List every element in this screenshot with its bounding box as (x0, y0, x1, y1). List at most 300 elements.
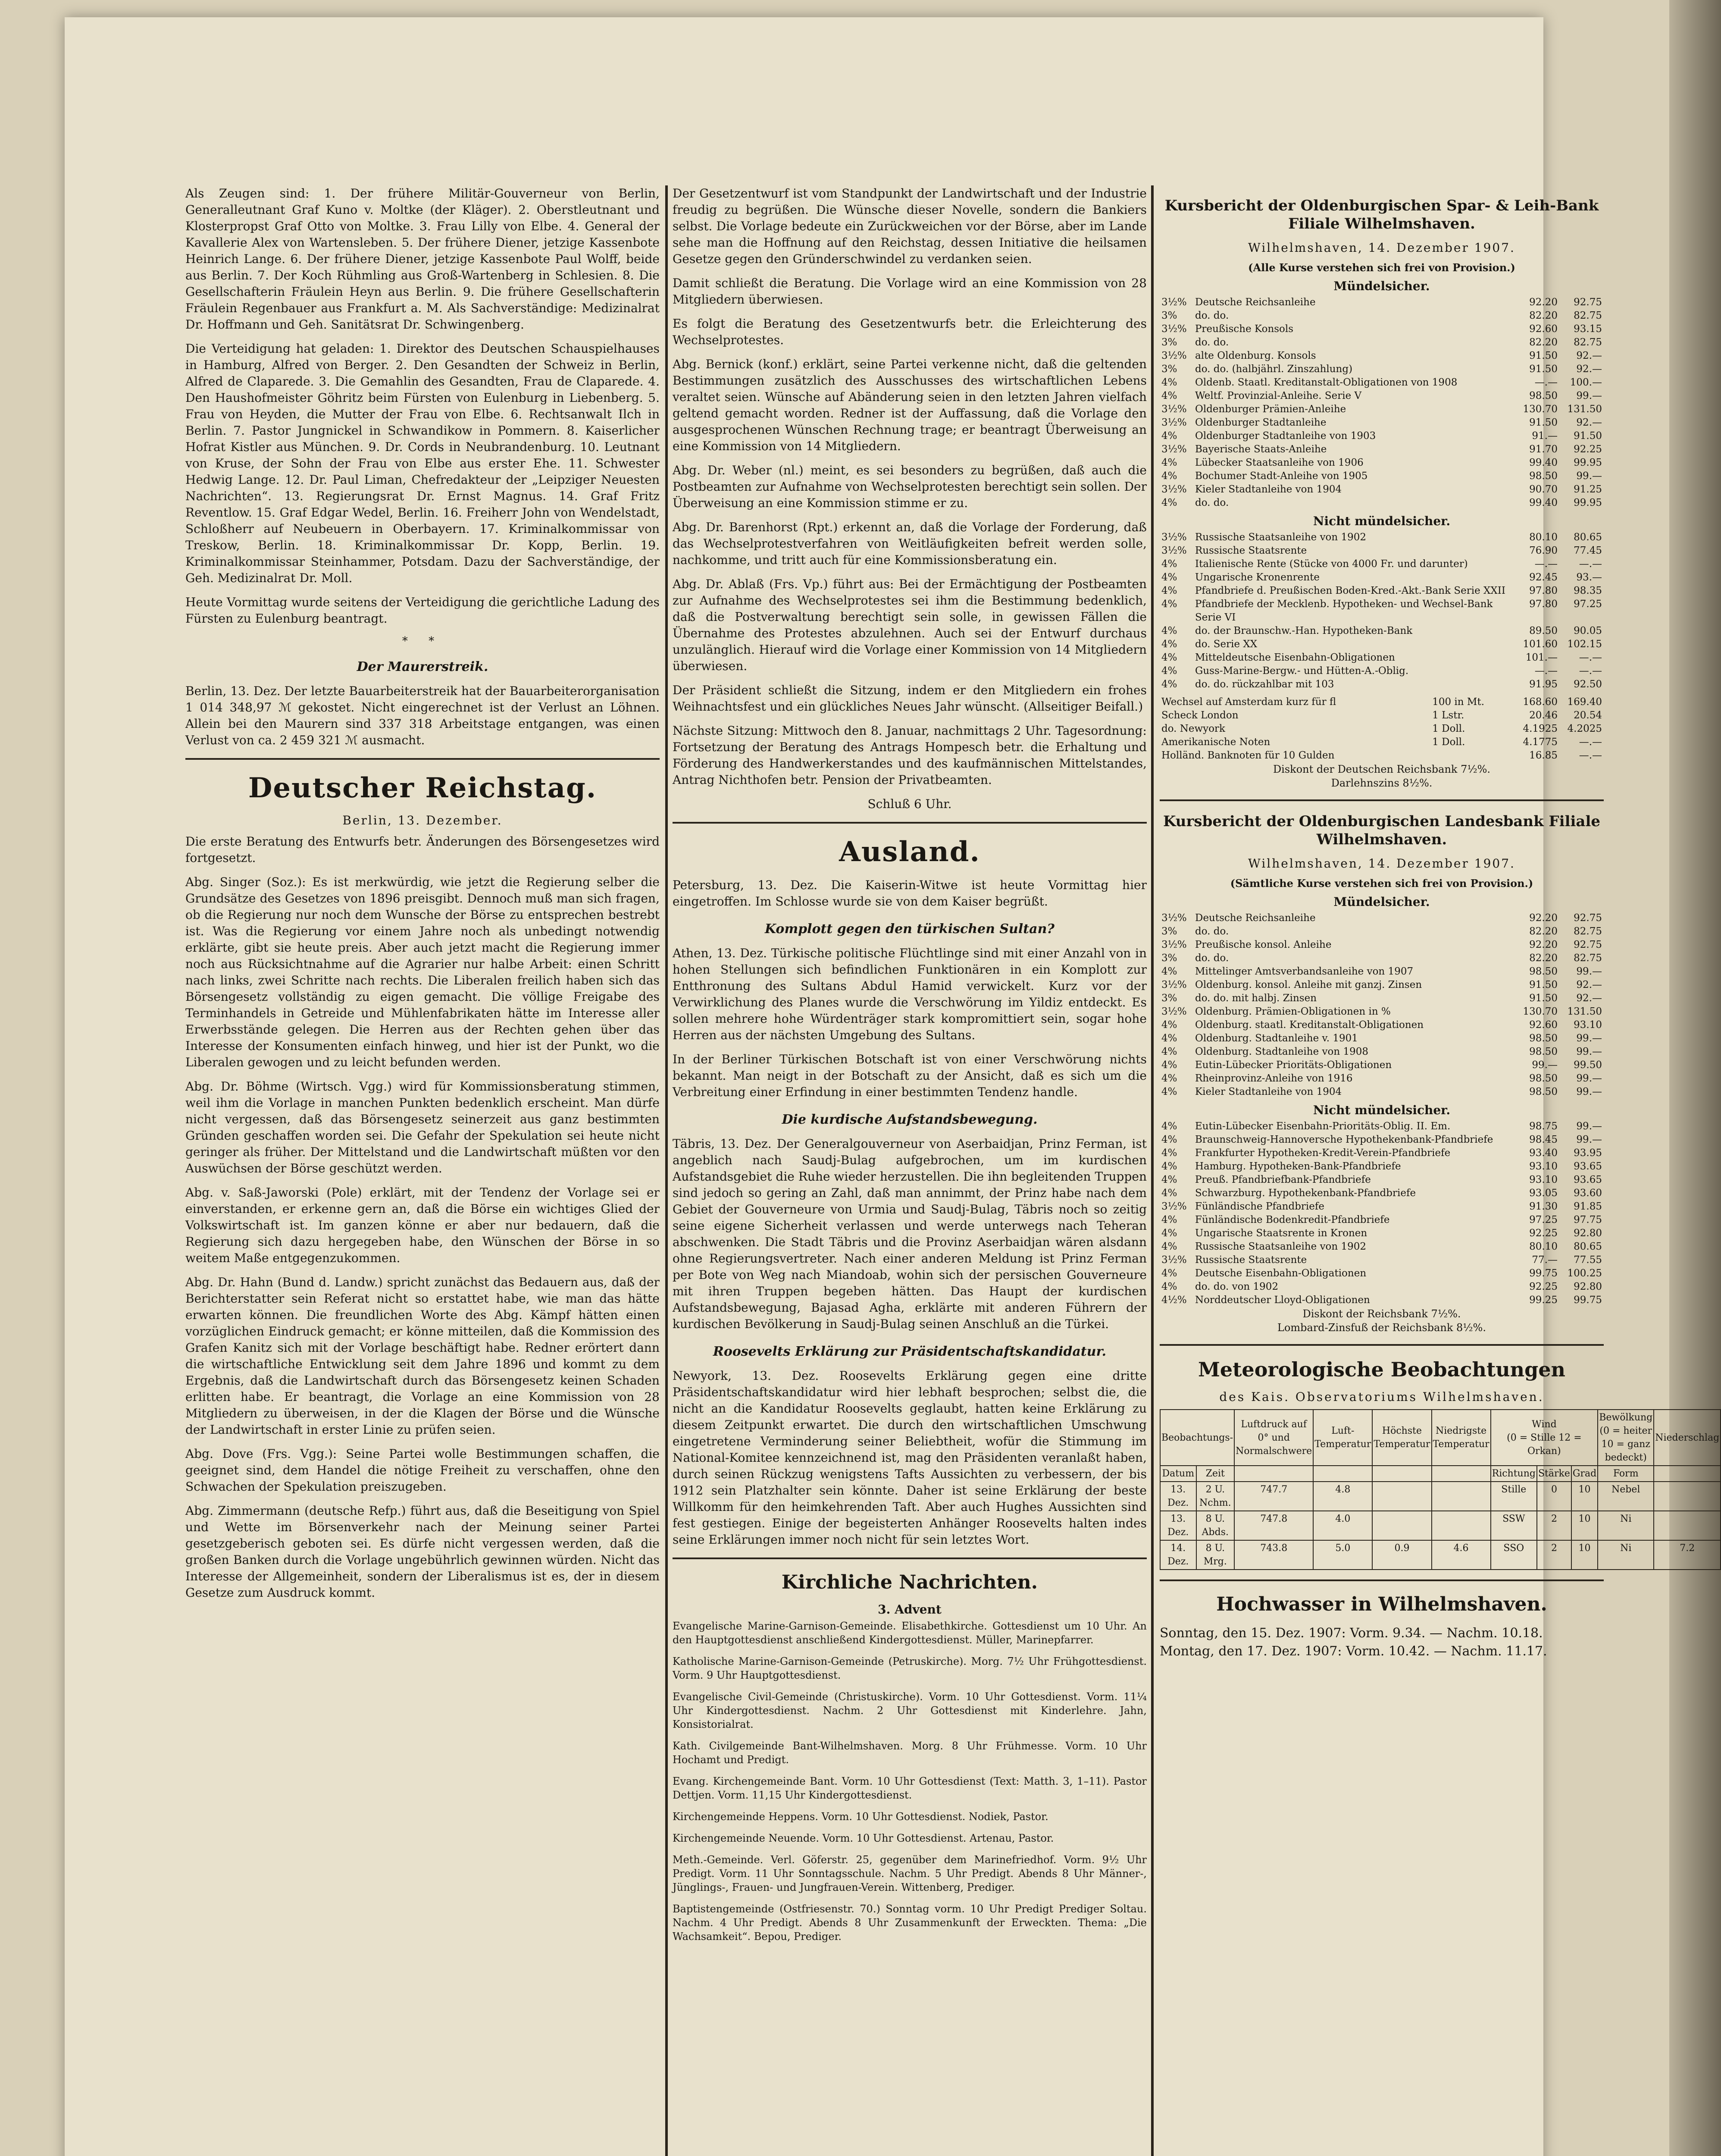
rate-row (1160, 496, 1604, 510)
interest-rate: 4% (1161, 966, 1177, 977)
sell-price: 93.15 (1574, 323, 1602, 335)
met-col-head: Niederschlag (1654, 1410, 1721, 1466)
interest-rate: 4% (1161, 377, 1177, 388)
separator-stars: * * (402, 635, 443, 648)
rate-row (1160, 624, 1604, 638)
sell-price: 99.95 (1574, 497, 1602, 508)
interest-rate: 4% (1161, 1188, 1177, 1199)
fx-row (1160, 709, 1604, 722)
sell-price: 77.45 (1574, 545, 1602, 556)
security-name: Kieler Stadtanleihe von 1904 (1195, 484, 1342, 495)
diskont-line: Diskont der Reichsbank 7½%. (1302, 1308, 1461, 1320)
security-name: do. do. von 1902 (1195, 1281, 1279, 1292)
buy-price: 98.50 (1529, 1033, 1558, 1044)
rate-row (1160, 1294, 1604, 1307)
weather-cell: 0.9 (1372, 1540, 1431, 1570)
weather-cell (1372, 1511, 1431, 1540)
fx-buy: 4.1775 (1523, 736, 1558, 748)
article-paragraph: Der Gesetzentwurf ist vom Standpunkt der Landwirtschaft und der Industrie freudig zu begrüßen. Die Wünsche dieser Novelle, sondern die Bankiers selbst. Die Vorlage bedeute ein Zurückweichen vor der Börse, aber im Lande sehe man die Hoffnung auf den Reichstag, dessen Initiative die heilsamen Gesetze gegen den Gründerschwindel zu verdanken seien. (673, 186, 1147, 266)
interest-rate: 3% (1161, 993, 1177, 1004)
security-name: Russische Staatsanleihe von 1902 (1195, 532, 1367, 543)
rate-row (1160, 544, 1604, 558)
weather-cell: 4.0 (1313, 1511, 1372, 1540)
sell-price: 99.50 (1574, 1059, 1602, 1071)
interest-rate: 4½% (1161, 1294, 1187, 1306)
buy-price: 93.40 (1529, 1147, 1558, 1159)
interest-rate: 3½% (1161, 323, 1187, 335)
buy-price: 93.05 (1529, 1188, 1558, 1199)
sell-price: 92.— (1576, 979, 1602, 990)
security-name: do. do. (1195, 337, 1229, 348)
rate-row (1160, 349, 1604, 363)
buy-price: 92.60 (1529, 323, 1558, 335)
interest-rate: 4% (1161, 1174, 1177, 1185)
fx-buy: 20.46 (1529, 710, 1558, 721)
rate-row (1160, 978, 1604, 992)
buy-price: 91.50 (1529, 364, 1558, 375)
witness-list: Als Zeugen sind: 1. Der frühere Militär-Gouverneur von Berlin, Generalleutnant Graf Kuno v. Moltke (der Kläger). 2. Oberstleutnant und Klosterpropst Graf Otto von Moltke. 3. Frau Lilly von Elbe. 4. General der Kavallerie Alex von Wartensleben. 5. Der frühere Diener, jetzige Kassenbote Heinrich Lange. 6. Der frühere Diener, jetzige Kassenbote Paul Wolff, beide aus Berlin. 7. Der Koch Rühmling aus Groß-Wartenberg in Schlesien. 8. Die Gesellschafterin Fräulein Heyn aus Berlin. 9. Die frühere Gesellschafterin Fräulein Regenbauer aus Frankfurt a. M. Als Sachverständige: Medizinalrat Dr. Hoffmann und Geh. Sanitätsrat Dr. Schwingenberg. (185, 186, 660, 332)
rate-row (1160, 1160, 1604, 1173)
security-name: Norddeutscher Lloyd-Obligationen (1195, 1294, 1370, 1306)
interest-rate: 4% (1161, 1059, 1177, 1071)
rate-row (1160, 678, 1604, 691)
oldb-bank-date: Wilhelmshaven, 14. Dezember 1907. (1248, 241, 1515, 255)
weather-cell: SSO (1491, 1540, 1537, 1570)
security-name: Fünländische Pfandbriefe (1195, 1201, 1325, 1212)
reichstag-paragraph: Die erste Beratung des Entwurfs betr. Änderungen des Börsengesetzes wird fortgesetzt. (185, 834, 660, 865)
fx-buy: 16.85 (1529, 750, 1558, 761)
oldb-bank-note: (Alle Kurse verstehen sich frei von Provision.) (1248, 261, 1515, 274)
met-col-head: Luftdruck auf 0° und Normalschwere (1234, 1410, 1313, 1466)
buy-price: 80.10 (1529, 532, 1558, 543)
security-name: Guss-Marine-Bergw.- und Hütten-A.-Oblig. (1195, 665, 1409, 677)
article-paragraph: Abg. Dr. Weber (nl.) meint, es sei besonders zu begrüßen, daß auch die Postbeamten zur Aufnahme von Wechselprotesten berechtigt sein sollen. Der Überweisung an eine Kommission stimme er zu. (673, 463, 1147, 510)
interest-rate: 3% (1161, 953, 1177, 964)
security-name: Lübecker Staatsanleihe von 1906 (1195, 457, 1364, 468)
security-name: Oldenburg. Stadtanleihe v. 1901 (1195, 1033, 1358, 1044)
oldb-bank-heading: Kursbericht der Oldenburgischen Spar- & Leih-Bank Filiale Wilhelmshaven. (1164, 197, 1599, 232)
met-wind-label: Wind (1532, 1419, 1557, 1430)
fx-sell: —.— (1579, 736, 1602, 748)
fx-row (1160, 722, 1604, 736)
rate-row (1160, 1173, 1604, 1187)
buy-price: 91.— (1532, 430, 1558, 442)
weather-cell (1432, 1482, 1491, 1511)
interest-rate: 4% (1161, 1134, 1177, 1145)
sell-price: —.— (1579, 665, 1602, 677)
security-name: Bochumer Stadt-Anleihe von 1905 (1195, 470, 1368, 482)
rate-row (1160, 1085, 1604, 1099)
fx-label: Holländ. Banknoten für 10 Gulden (1161, 750, 1335, 761)
roosevelt-heading: Roosevelts Erklärung zur Präsidentschaftskandidatur. (713, 1344, 1107, 1359)
sell-price: 131.50 (1567, 404, 1602, 415)
buy-price: 91.50 (1529, 979, 1558, 990)
sell-price: 91.50 (1574, 430, 1602, 442)
sell-price: 131.50 (1567, 1006, 1602, 1017)
divider (1160, 1344, 1604, 1346)
fx-unit: 100 in Mt. (1432, 696, 1485, 708)
sell-price: 80.65 (1574, 532, 1602, 543)
met-heading: Meteorologische Beobachtungen (1198, 1358, 1565, 1381)
sell-price: 98.35 (1574, 585, 1602, 596)
weather-cell: 8 U. Mrg. (1196, 1540, 1235, 1570)
rate-row (1160, 664, 1604, 678)
church-notice: Baptistengemeinde (Ostfriesenstr. 70.) Sonntag vorm. 10 Uhr Predigt Prediger Soltau. Nachm. 4 Uhr Predigt. Abends 8 Uhr Zusammenkunft der Erweckten. Thema: „Die Wachsamkeit“. Bepou, Prediger. (673, 1903, 1147, 1943)
interest-rate: 4% (1161, 1046, 1177, 1057)
security-name: Russische Staatsanleihe von 1902 (1195, 1241, 1367, 1252)
rate-row (1160, 1072, 1604, 1085)
interest-rate: 3½% (1161, 350, 1187, 361)
security-name: Deutsche Eisenbahn-Obligationen (1195, 1268, 1367, 1279)
article-paragraph: Täbris, 13. Dez. Der Generalgouverneur von Aserbaidjan, Prinz Ferman, ist angeblich nach Saudj-Bulag aufgebrochen, um im kurdischen Aufstandsgebiet die Ruhe wieder herzustellen. Die ihn begleitenden Truppen sind jedoch so gering an Zahl, daß man annimmt, der Prinz habe nach dem Gebiet der Gouverneure von Urmia und Saudj-Bulag, Täbris noch so zeitig seine eigene Sicherheit verlassen und werde unterwegs nach Teheran abschwenken. Die Stadt Täbris und die Provinz Aserbaidjan wären alsdann ohne Regierungsvertreter. Nach einer anderen Meldung ist Prinz Ferman per Bote von Weg nach Miandoab, wohin sich der persischen Gouverneure mit ihren Truppen begeben hätten. Das Haupt der kurdischen Aufstandsbewegung, Bajasad Agha, erklärte mit anderen Führern der kurdischen Bevölkerung in Saudj-Bulag seinen Anschluß an die Türkei. (673, 1137, 1147, 1331)
komplott-heading: Komplott gegen den türkischen Sultan? (765, 921, 1055, 937)
buy-price: 99.75 (1529, 1268, 1558, 1279)
rate-row (1160, 363, 1604, 376)
met-wind-note: (0 = Stille 12 = Orkan) (1507, 1432, 1582, 1457)
weather-cell (1432, 1511, 1491, 1540)
sell-price: 93.— (1576, 572, 1602, 583)
interest-rate: 3½% (1161, 1006, 1187, 1017)
weather-row (1160, 1511, 1721, 1540)
buy-price: 92.20 (1529, 912, 1558, 924)
security-name: Mittelinger Amtsverbandsanleihe von 1907 (1195, 966, 1414, 977)
fx-unit (1430, 749, 1515, 762)
sell-price: 92.75 (1574, 912, 1602, 924)
divider (1160, 1579, 1604, 1581)
interest-rate: 3½% (1161, 912, 1187, 924)
security-name: Weltf. Provinzial-Anleihe. Serie V (1195, 390, 1362, 401)
interest-rate: 3½% (1161, 1201, 1187, 1212)
fx-buy: 4.1925 (1523, 723, 1558, 734)
kirche-heading: Kirchliche Nachrichten. (781, 1571, 1038, 1593)
rate-row (1160, 309, 1604, 323)
interest-rate: 4% (1161, 652, 1177, 663)
buy-price: —.— (1534, 665, 1558, 677)
buy-price: —.— (1534, 558, 1558, 570)
mundel-subheading: Mündelsicher. (1333, 279, 1430, 293)
darlehn-line: Darlehnszins 8½%. (1331, 777, 1433, 789)
interest-rate: 4% (1161, 679, 1177, 690)
buy-price: 98.50 (1529, 1046, 1558, 1057)
buy-price: 98.50 (1529, 1086, 1558, 1097)
rate-row (1160, 965, 1604, 978)
strike-heading: Der Maurerstreik. (357, 659, 488, 674)
rate-row (1160, 470, 1604, 483)
reichstag-paragraph: Abg. v. Saß-Jaworski (Pole) erklärt, mit der Tendenz der Vorlage sei er einverstanden, er erkenne gern an, daß die Börse ein wichtiges Glied der Volkswirtschaft ist. Im ganzen könne er aber nur bedauern, daß die Regierung sich dazu hergegeben habe, den Wünschen der Börse in so weitem Maße entgegenzukommen. (185, 1185, 660, 1265)
fx-buy: 168.60 (1523, 696, 1558, 708)
article-paragraph: Newyork, 13. Dez. Roosevelts Erklärung gegen eine dritte Präsidentschaftskandidatur wird hier lebhaft besprochen; selbst die, die nicht an die Kandidatur Roosevelts geglaubt, hatten keine Erklärung zu diesem Zeitpunkt erwartet. Die durch den wirtschaftlichen Umschwung eingetretene Verminderung seiner Beliebtheit, wofür die Stimmung im National-Komitee kennzeichnend ist, mag den Präsidenten veranlaßt haben, durch seinen Rückzug wenigstens Tafts Aussichten zu verbessern, der bis 1912 sein Platzhalter sein könnte. Daher ist seine Erklärung der beste Willkomm für den heimkehrenden Taft. Aber auch Hughes Aussichten sind fest gestiegen. Einige der begeisterten Anhänger Roosevelts halten indes seine Erklärungen immer noch nicht für sein letztes Wort. (673, 1369, 1147, 1547)
security-name: Oldenburger Prämien-Anleihe (1195, 404, 1346, 415)
interest-rate: 4% (1161, 1228, 1177, 1239)
security-name: alte Oldenburg. Konsols (1195, 350, 1316, 361)
church-notice-list (673, 1619, 1147, 1943)
eulenburg-note: Heute Vormittag wurde seitens der Verteidigung die gerichtliche Ladung des Fürsten zu Eulenburg beantragt. (185, 595, 660, 626)
met-sub-head: Richtung (1491, 1466, 1537, 1482)
interest-rate: 4% (1161, 470, 1177, 482)
divider (673, 822, 1147, 824)
sell-price: 99.— (1576, 1121, 1602, 1132)
security-name: Braunschweig-Hannoversche Hypothekenbank-Pfandbriefe (1195, 1134, 1493, 1145)
reichstag-heading: Deutscher Reichstag. (248, 772, 597, 804)
sell-price: 93.95 (1574, 1147, 1602, 1159)
article-paragraph: Abg. Dr. Ablaß (Frs. Vp.) führt aus: Bei der Ermächtigung der Postbeamten zur Aufnahme des Wechselprotestes sei ihm die Bestimmung bedenklich, daß die Postverwaltung berechtigt sein solle, in gewissen Fällen die Übernahme des Protestes abzulehnen. Auch sei der Entwurf durchaus unzulänglich. Hierauf wird die Vorlage einer Kommission von 14 Mitgliedern überwiesen. (673, 577, 1147, 673)
rate-row (1160, 638, 1604, 651)
rate-row (1160, 1200, 1604, 1213)
rate-row (1160, 1280, 1604, 1294)
reichstag-paragraph: Abg. Dove (Frs. Vgg.): Seine Partei wolle Bestimmungen schaffen, die geeignet sind, dem Handel die nötige Freiheit zu verschaffen, ohne den Schwachen der Spekulation preiszugeben. (185, 1447, 660, 1494)
article-paragraph: Abg. Bernick (konf.) erklärt, seine Partei verkenne nicht, daß die geltenden Bestimmungen zusätzlich des Ausschusses des wirtschaftlichen Lebens veraltet seien. Wünsche auf Abänderung seien in den letzten Jahren vielfach geltend gemacht worden. Redner ist der Auffassung, daß die Vorlage den ausgesprochenen Wünschen Rechnung trage; er beantragt Überweisung an eine Kommission von 14 Mitgliedern. (673, 357, 1147, 453)
rate-row (1160, 992, 1604, 1005)
interest-rate: 3½% (1161, 1254, 1187, 1266)
sell-price: 99.— (1576, 1033, 1602, 1044)
weather-row (1160, 1482, 1721, 1511)
weather-cell: 2 (1537, 1511, 1571, 1540)
rate-row (1160, 336, 1604, 349)
interest-rate: 4% (1161, 1033, 1177, 1044)
defense-witness-list: Die Verteidigung hat geladen: 1. Direktor des Deutschen Schauspielhauses in Hamburg, Alfred von Berger. 2. Den Gesandten der Schweiz in Berlin, Alfred de Claparede. 3. Die Gemahlin des Gesandten, Frau de Claparede. 4. Den Haushofmeister Göhritz beim Fürsten von Eulenburg in Liebenberg. 5. Frau von Heyden, die Mutter der Frau von Elbe. 6. Rechtsanwalt Ilch in Berlin. 7. Pastor Jungnickel in Schwandikow in Pommern. 8. Kaiserlicher Hofrat Kistler aus München. 9. Dr. Cords in Neubrandenburg. 10. Leutnant von Kruse, der Sohn der Frau von Elbe aus erster Ehe. 11. Schwester Hedwig Lange. 12. Dr. Paul Liman, Chefredakteur der „Leipziger Neuesten Nachrichten“. 13. Regierungsrat Dr. Ernst Magnus. 14. Graf Fritz Reventlow. 15. Graf Edgar Wedel, Berlin. 16. Freiherr John von Wendelstadt, Schloßherr auf Neubeuern in Oberbayern. 17. Kriminalkommissar von Treskow, Berlin. 18. Kriminalkommissar Dr. Kopp, Berlin. 19. Kriminalkommissar Steinhammer, Potsdam. Dazu der Sachverständige, der Geh. Medizinalrat Dr. Moll. (185, 342, 660, 585)
security-name: Eutin-Lübecker Prioritäts-Obligationen (1195, 1059, 1392, 1071)
buy-price: 82.20 (1529, 310, 1558, 321)
rate-row (1160, 1147, 1604, 1160)
article-paragraph: Athen, 13. Dez. Türkische politische Flüchtlinge sind mit einer Anzahl von in hohen Stellungen sich befindlichen Funktionären in ein Komplott zur Entthronung des Sultans Abdul Hamid verwickelt. Kurz vor der Verwirklichung des Planes wurde die Verschwörung im Yildiz entdeckt. Es sollen mehrere hohe Würdenträger stark kompromittiert sein, sogar hohe Herren aus der nächsten Umgebung des Sultans. (673, 946, 1147, 1042)
interest-rate: 3½% (1161, 484, 1187, 495)
sell-price: 92.— (1576, 993, 1602, 1004)
security-name: Deutsche Reichsanleihe (1195, 912, 1316, 924)
interest-rate: 4% (1161, 457, 1177, 468)
security-name: Oldenburger Stadtanleihe (1195, 417, 1327, 428)
article-paragraph: Damit schließt die Beratung. Die Vorlage wird an eine Kommission von 28 Mitgliedern überwiesen. (673, 276, 1147, 307)
rate-row (1160, 1120, 1604, 1133)
interest-rate: 4% (1161, 1073, 1177, 1084)
buy-price: 98.50 (1529, 470, 1558, 482)
security-name: Ungarische Kronenrente (1195, 572, 1320, 583)
rate-row (1160, 1032, 1604, 1045)
fx-label: Scheck London (1161, 710, 1239, 721)
buy-price: 99.40 (1529, 497, 1558, 508)
sell-price: 92.— (1576, 417, 1602, 428)
rate-row (1160, 1240, 1604, 1253)
reichstag-paragraph: Abg. Zimmermann (deutsche Refp.) führt aus, daß die Beseitigung von Spiel und Wette im Börsenverkehr nach der Meinung seiner Partei gesetzgeberisch geboten sei. Es dürfe nicht vergessen werden, daß die großen Banken durch die Vorlage ungebührlich gewinnen würden. Nicht das Interesse der Allgemeinheit, sondern der Liberalismus ist es, der in diesem Gesetze zum Ausdruck kommt. (185, 1504, 660, 1600)
buy-price: 93.10 (1529, 1161, 1558, 1172)
sell-price: 92.80 (1574, 1281, 1602, 1292)
buy-price: 98.50 (1529, 390, 1558, 401)
fx-row (1160, 696, 1604, 709)
interest-rate: 4% (1161, 497, 1177, 508)
weather-cell (1654, 1482, 1721, 1511)
interest-rate: 4% (1161, 1268, 1177, 1279)
security-name: Eutin-Lübecker Eisenbahn-Prioritäts-Oblig. II. Em. (1195, 1121, 1451, 1132)
interest-rate: 4% (1161, 1281, 1177, 1292)
nicht-mundel-subheading: Nicht mündelsicher. (1313, 1103, 1451, 1117)
weather-table (1160, 1409, 1721, 1570)
weather-cell: 743.8 (1234, 1540, 1313, 1570)
security-name: Oldenburger Stadtanleihe von 1903 (1195, 430, 1376, 442)
buy-price: 92.20 (1529, 297, 1558, 308)
landes-rates-table-2 (1160, 1120, 1604, 1307)
interest-rate: 3½% (1161, 532, 1187, 543)
interest-rate: 3% (1161, 337, 1177, 348)
fx-sell: 169.40 (1567, 696, 1602, 708)
security-name: Bayerische Staats-Anleihe (1195, 444, 1327, 455)
nicht-mundel-subheading: Nicht mündelsicher. (1313, 514, 1451, 528)
sell-price: 82.75 (1574, 926, 1602, 937)
met-sub-head: Datum (1160, 1466, 1196, 1482)
buy-price: 91.30 (1529, 1201, 1558, 1212)
buy-price: —.— (1534, 377, 1558, 388)
fx-row (1160, 749, 1604, 762)
met-sub-head: Grad (1571, 1466, 1598, 1482)
buy-price: 97.80 (1529, 585, 1558, 596)
session-end: Schluß 6 Uhr. (867, 797, 952, 811)
article-paragraph: Petersburg, 13. Dez. Die Kaiserin-Witwe ist heute Vormittag hier eingetroffen. Im Schlosse wurde sie von dem Kaiser begrüßt. (673, 878, 1147, 909)
interest-rate: 4% (1161, 585, 1177, 596)
weather-cell: 4.6 (1432, 1540, 1491, 1570)
interest-rate: 4% (1161, 1086, 1177, 1097)
met-col-head: Luft-Temperatur (1313, 1410, 1372, 1466)
kirche-subheading: 3. Advent (878, 1602, 942, 1617)
interest-rate: 4% (1161, 390, 1177, 401)
buy-price: 98.75 (1529, 1121, 1558, 1132)
weather-cell: 4.8 (1313, 1482, 1372, 1511)
interest-rate: 4% (1161, 430, 1177, 442)
interest-rate: 3½% (1161, 979, 1187, 990)
security-name: Pfandbriefe d. Preußischen Boden-Kred.-Akt.-Bank Serie XXII (1195, 585, 1505, 596)
met-col-head (1598, 1410, 1654, 1466)
sell-price: 100.— (1570, 377, 1602, 388)
church-notice: Evang. Kirchengemeinde Bant. Vorm. 10 Uhr Gottesdienst (Text: Matth. 3, 1–11). Pastor Dettjen. Vorm. 11,15 Uhr Kindergottesdienst. (673, 1775, 1147, 1801)
interest-rate: 3% (1161, 310, 1177, 321)
weather-cell: 13. Dez. (1160, 1482, 1196, 1511)
article-paragraph: In der Berliner Türkischen Botschaft ist von einer Verschwörung nichts bekannt. Man neigt in der Botschaft zu der Ansicht, daß es sich um die Verbreitung einer Erfindung in einer bestimmten Tendenz handle. (673, 1052, 1147, 1099)
interest-rate: 4% (1161, 1241, 1177, 1252)
met-sub-head: Form (1598, 1466, 1654, 1482)
rate-row (1160, 1018, 1604, 1032)
weather-cell: 2 U. Nchm. (1196, 1482, 1235, 1511)
security-name: Oldenburg. Prämien-Obligationen in % (1195, 1006, 1391, 1017)
buy-price: 93.10 (1529, 1174, 1558, 1185)
sell-price: 100.25 (1567, 1268, 1602, 1279)
weather-cell: Ni (1598, 1511, 1654, 1540)
met-col-head: Niedrigste Temperatur (1432, 1410, 1491, 1466)
security-name: Oldenb. Staatl. Kreditanstalt-Obligationen von 1908 (1195, 377, 1458, 388)
sell-price: 77.55 (1574, 1254, 1602, 1266)
rate-row (1160, 952, 1604, 965)
rate-row (1160, 376, 1604, 389)
rate-row (1160, 429, 1604, 443)
met-sub-head: Zeit (1196, 1466, 1235, 1482)
weather-cell: 13. Dez. (1160, 1511, 1196, 1540)
strike-article: Berlin, 13. Dez. Der letzte Bauarbeiterstreik hat der Bauarbeiterorganisation 1 014 348,97 ℳ gekostet. Nicht eingerechnet ist der Verlust an Löhnen. Allein bei den Maurern sind 337 318 Arbeitstage entgangen, was einen Verlust von ca. 2 459 321 ℳ ausmacht. (185, 684, 660, 747)
oldb-rates-table-2 (1160, 531, 1604, 691)
fx-sell: —.— (1579, 750, 1602, 761)
interest-rate: 4% (1161, 1121, 1177, 1132)
security-name: Preuß. Pfandbriefbank-Pfandbriefe (1195, 1174, 1371, 1185)
security-name: Russische Staatsrente (1195, 545, 1307, 556)
church-notice: Kirchengemeinde Heppens. Vorm. 10 Uhr Gottesdienst. Nodiek, Pastor. (673, 1811, 1048, 1823)
fx-label: Amerikanische Noten (1161, 736, 1270, 748)
church-notice: Katholische Marine-Garnison-Gemeinde (Petruskirche). Morg. 7½ Uhr Frühgottesdienst. Vorm. 9 Uhr Hauptgottesdienst. (673, 1655, 1147, 1681)
church-notice: Kirchengemeinde Neuende. Vorm. 10 Uhr Gottesdienst. Artenau, Pastor. (673, 1832, 1054, 1844)
weather-cell: 8 U. Abds. (1196, 1511, 1235, 1540)
security-name: Ungarische Staatsrente in Kronen (1195, 1228, 1367, 1239)
sell-price: 92.80 (1574, 1228, 1602, 1239)
met-col-head (1491, 1410, 1598, 1466)
sell-price: —.— (1579, 652, 1602, 663)
rate-row (1160, 1213, 1604, 1227)
interest-rate: 3½% (1161, 297, 1187, 308)
met-col-head: Höchste Temperatur (1372, 1410, 1431, 1466)
sell-price: 92.75 (1574, 939, 1602, 950)
rate-row (1160, 598, 1604, 624)
sell-price: 80.65 (1574, 1241, 1602, 1252)
tide-row: Sonntag, den 15. Dez. 1907: Vorm. 9.34. — Nachm. 10.18. (1160, 1626, 1543, 1641)
article-paragraph: Es folgt die Beratung des Gesetzentwurfs betr. die Erleichterung des Wechselprotestes. (673, 317, 1147, 347)
interest-rate: 3½% (1161, 404, 1187, 415)
tide-row: Montag, den 17. Dez. 1907: Vorm. 10.42. — Nachm. 11.17. (1160, 1644, 1547, 1659)
reichstag-paragraph: Abg. Singer (Soz.): Es ist merkwürdig, wie jetzt die Regierung selber die Grundsätze des Gesetzes von 1896 preisgibt. Dennoch muß man sich fragen, ob die Regierung nur noch dem Wunsche der Börse zu entsprechen bestrebt ist. Was die Regierung vor einem Jahre noch als unbedingt notwendig erklärte, gibt sie heute preis. Aber auch jetzt macht die Regierung immer noch aus Rücksichtnahme auf die Agrarier nur halbe Arbeit: einen Schritt nach links, zwei Schritte nach rechts. Die Liberalen freilich haben sich das Börsengesetz vollständig zu eigen gemacht. Die völlige Freigabe des Terminhandels in Getreide und Mühlenfabrikaten hätte im Interesse aller Erwerbsstände gelegen. Die Herren aus der Rechten gehen über das Interesse der Konsumenten einfach hinweg, und hier ist der Punkt, wo die Liberalen gewogen und zu leicht befunden werden. (185, 875, 660, 1069)
weather-cell: 10 (1571, 1511, 1598, 1540)
interest-rate: 4% (1161, 1019, 1177, 1031)
church-notice: Evangelische Marine-Garnison-Gemeinde. Elisabethkirche. Gottesdienst um 10 Uhr. An den Hauptgottesdienst anschließend Kindergottesdienst. Müller, Marinepfarrer. (673, 1620, 1147, 1646)
buy-price: 99.40 (1529, 457, 1558, 468)
article-paragraph: Der Präsident schließt die Sitzung, indem er den Mitgliedern ein frohes Weihnachtsfest und ein glückliches Neues Jahr wünscht. (Allseitiger Beifall.) (673, 683, 1147, 714)
security-name: Rheinprovinz-Anleihe von 1916 (1195, 1073, 1353, 1084)
sell-price: 102.15 (1567, 639, 1602, 650)
kurden-heading: Die kurdische Aufstandsbewegung. (782, 1112, 1038, 1127)
fx-label: do. Newyork (1161, 723, 1225, 734)
interest-rate: 3½% (1161, 444, 1187, 455)
security-name: do. do. (1195, 926, 1229, 937)
rate-row (1160, 912, 1604, 925)
weather-cell: 14. Dez. (1160, 1540, 1196, 1570)
fx-label: Wechsel auf Amsterdam kurz für fl (1161, 696, 1336, 708)
column-middle (673, 185, 1147, 2156)
buy-price: 82.20 (1529, 926, 1558, 937)
rate-row (1160, 323, 1604, 336)
security-name: do. do. (1195, 953, 1229, 964)
sell-price: 92.25 (1574, 444, 1602, 455)
interest-rate: 3½% (1161, 545, 1187, 556)
weather-row (1160, 1540, 1721, 1570)
interest-rate: 4% (1161, 1147, 1177, 1159)
buy-price: 92.25 (1529, 1281, 1558, 1292)
security-name: Hamburg. Hypotheken-Bank-Pfandbriefe (1195, 1161, 1401, 1172)
rate-row (1160, 1187, 1604, 1200)
rate-row (1160, 1267, 1604, 1280)
sell-price: 99.— (1576, 390, 1602, 401)
rate-row (1160, 938, 1604, 952)
rate-row (1160, 571, 1604, 584)
buy-price: 91.95 (1529, 679, 1558, 690)
security-name: Kieler Stadtanleihe von 1904 (1195, 1086, 1342, 1097)
buy-price: 90.70 (1529, 484, 1558, 495)
met-sub-head: Stärke (1537, 1466, 1571, 1482)
weather-cell: SSW (1491, 1511, 1537, 1540)
rate-row (1160, 296, 1604, 309)
buy-price: 98.50 (1529, 1073, 1558, 1084)
buy-price: 76.90 (1529, 545, 1558, 556)
rate-row (1160, 416, 1604, 429)
weather-cell: 0 (1537, 1482, 1571, 1511)
rate-row (1160, 443, 1604, 456)
interest-rate: 3½% (1161, 939, 1187, 950)
lombard-line: Lombard-Zinsfuß der Reichsbank 8½%. (1277, 1322, 1486, 1334)
sell-price: 97.25 (1574, 599, 1602, 610)
security-name: Pfandbriefe der Mecklenb. Hypotheken- und Wechsel-Bank Serie VI (1195, 599, 1493, 623)
sell-price: 82.75 (1574, 953, 1602, 964)
fx-row (1160, 736, 1604, 749)
rate-row (1160, 1059, 1604, 1072)
